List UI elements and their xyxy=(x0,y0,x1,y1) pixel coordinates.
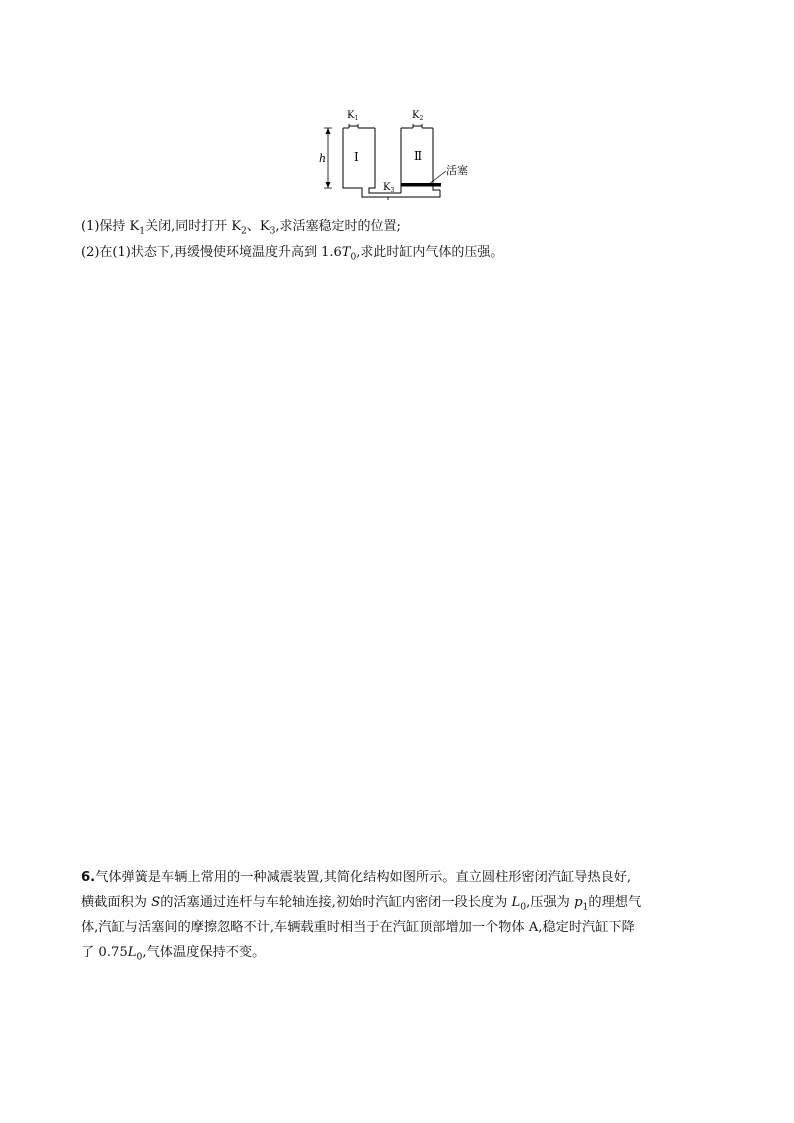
problem-number: 6. xyxy=(81,870,96,885)
p6-l4-a: 了 0.75 xyxy=(81,945,128,960)
valve-k1-icon xyxy=(349,124,358,128)
p6-var-L: L xyxy=(511,895,521,910)
q1-sub-3: 3 xyxy=(269,226,276,237)
k2-label: $K_2$ xyxy=(412,110,424,122)
piston-label: 活塞 xyxy=(446,164,468,177)
p6-var-L-2: L xyxy=(127,945,137,960)
piston-leader-line xyxy=(429,171,446,184)
q1-sub-2: 2 xyxy=(241,226,247,237)
q1-text-d: ,求活塞稳定时的位置; xyxy=(275,219,401,234)
p6-l2-c: ,压强为 xyxy=(526,895,575,910)
question-1 xyxy=(81,217,401,237)
two-cylinder-diagram xyxy=(316,104,476,200)
problem-6 xyxy=(81,865,721,965)
piston xyxy=(401,183,441,187)
q1-text-b: 关闭,同时打开 K xyxy=(145,219,242,234)
p6-sub-L0-2: 0 xyxy=(136,951,143,963)
p6-l2-b: 的活塞通过连杆与车轮轴连接,初始时汽缸内密闭一段长度为 xyxy=(160,895,512,910)
arrowhead-down-icon xyxy=(326,182,331,188)
q2-text-b: ,求此时缸内气体的压强。 xyxy=(356,245,504,260)
p6-l2-a: 横截面积为 xyxy=(81,895,152,910)
valve-k2-icon xyxy=(413,124,422,128)
problem-6-line-4 xyxy=(81,940,721,965)
q2-var-T: T xyxy=(341,245,351,260)
p6-sub-p1: 1 xyxy=(582,901,589,913)
problem-6-text-1: 气体弹簧是车辆上常用的一种减震装置,其简化结构如图所示。直立圆柱形密闭汽缸导热良好, xyxy=(95,870,632,885)
problem-6-line-2 xyxy=(81,890,721,915)
p6-l3: 体,汽缸与活塞间的摩擦忽略不计,车辆载重时相当于在汽缸顶部增加一个物体 A,稳定时汽缸下降 xyxy=(81,920,635,935)
problem-6-line-3 xyxy=(81,915,721,940)
arrowhead-up-icon xyxy=(326,128,331,134)
p6-var-S: S xyxy=(151,895,161,910)
q2-sub-0: 0 xyxy=(350,252,357,263)
q1-text-c: 、K xyxy=(246,219,270,234)
p6-l2-d: 的理想气 xyxy=(588,895,642,910)
cylinder-2-label: Ⅱ xyxy=(414,149,423,163)
p6-var-p: p xyxy=(574,895,583,910)
q1-sub-1: 1 xyxy=(139,226,146,237)
p6-sub-L0: 0 xyxy=(520,901,527,913)
cylinder-1-label: Ⅰ xyxy=(354,150,359,164)
height-label: h xyxy=(319,152,327,165)
q1-text-a: (1)保持 K xyxy=(81,219,140,234)
k3-label: $K_3$ xyxy=(383,182,395,194)
connecting-tube xyxy=(401,188,440,193)
question-2 xyxy=(81,243,503,263)
p6-l4-b: ,气体温度保持不变。 xyxy=(142,945,266,960)
problem-6-line-1 xyxy=(81,865,721,890)
k1-label: $K_1$ xyxy=(347,110,359,122)
q2-text-a: (2)在(1)状态下,再缓慢使环境温度升高到 1.6 xyxy=(81,245,342,260)
